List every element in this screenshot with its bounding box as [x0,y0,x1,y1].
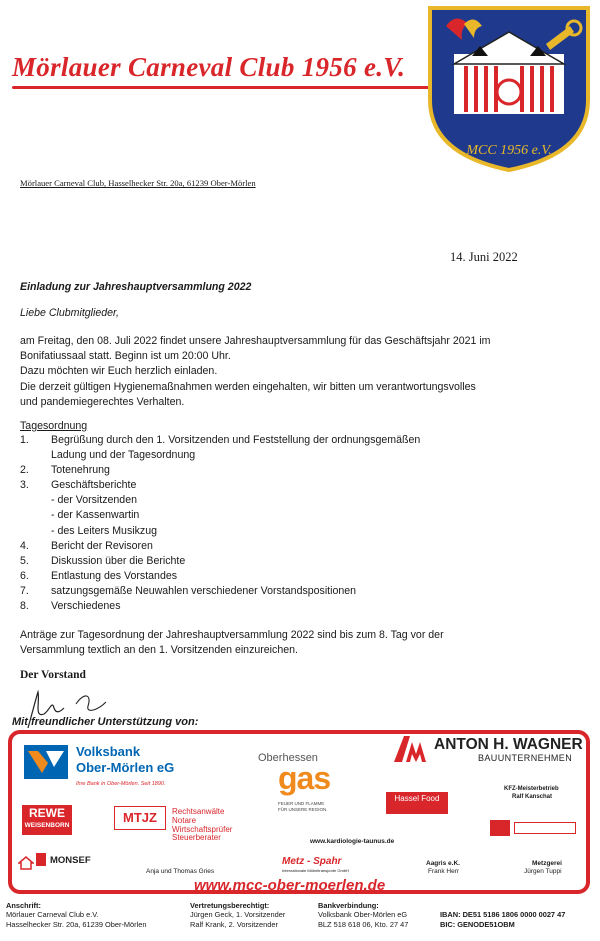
agenda-heading: Tagesordnung [20,420,88,432]
aagris-owner: Frank Herr [428,868,460,875]
gas-region: Oberhessen [258,752,318,764]
kfz-title: KFZ-Meisterbetrieb [504,786,559,792]
mtjz-logo: MTJZ [114,806,166,830]
wagner-logo-icon [392,734,428,764]
agenda-number: 6. [20,569,29,582]
wagner-name: ANTON H. WAGNER [434,736,583,753]
agenda-number: 5. [20,554,29,567]
gas-tagline [278,801,328,812]
letter-date: 14. Juni 2022 [450,250,518,264]
agenda-list [20,433,540,614]
footer-line: BLZ 518 618 06, Kto. 27 47 [318,919,409,929]
footer-bank [318,901,408,929]
monsef-mark [36,853,46,866]
footer-line: BIC: GENODE51OBM [440,919,515,929]
agenda-number [20,493,51,508]
volksbank-line: Volksbank [76,744,141,759]
rewe-location: WEISENBORN [24,822,70,829]
body-line: Die derzeit gültigen Hygienemaßnahmen werden eingehalten, wir bitten um verantwortungsvolles [20,380,476,393]
agenda-item [20,584,540,599]
agenda-number [20,448,51,463]
metz-spahr-tagline: Internationale Möbeltransporte GmbH [282,868,349,873]
body-paragraph [20,334,491,410]
return-address: Mörlauer Carneval Club, Hasselhecker Str. 20a, 61239 Ober-Mörlen [20,178,256,188]
agenda-item [20,478,540,493]
agenda-text: satzungsgemäße Neuwahlen verschiedener Vorstandspositionen [51,584,357,597]
monsef-name: MONSEF [50,855,91,866]
agenda-text: Totenehrung [51,464,110,477]
agenda-item [20,599,540,614]
agenda-text: Begrüßung durch den 1. Vorsitzenden und Feststellung der ordnungsgemäßen [51,434,421,446]
agenda-item [20,524,540,539]
wagner-subtitle: BAUUNTERNEHMEN [478,753,573,763]
crest-text: MCC 1956 e.V. [466,143,552,158]
agenda-item [20,433,540,448]
agenda-item [20,569,540,584]
metz-spahr-logo: Metz - Spahr [282,856,342,867]
aagris-name: Aagris e.K. [426,860,460,867]
footer-line: Hasselhecker Str. 20a, 61239 Ober-Mörlen [6,919,147,929]
sponsor-badge-icon [490,820,510,836]
volksbank-line: Ober-Mörlen eG [76,760,175,775]
agenda-number: 8. [20,600,29,613]
footer-line: Mörlauer Carneval Club e.V. [6,910,99,920]
hassel-food-logo: Hassel Food [386,792,448,814]
support-label: Mit freundlicher Unterstützung von: [12,716,199,728]
title-underline [12,86,432,89]
body-line: Dazu möchten wir Euch herzlich einladen. [20,365,218,378]
agenda-item [20,463,540,478]
club-crest-logo [424,4,594,174]
body-line: am Freitag, den 08. Juli 2022 findet unsere Jahreshauptversammlung für das Geschäftsjahr 2021 im [20,335,491,347]
letter-subject: Einladung zur Jahreshauptversammlung 2022 [20,281,252,293]
salutation: Liebe Clubmitglieder, [20,307,119,319]
gas-tagline-line: FEUER UND FLAMME [278,801,325,806]
footer-representatives [190,901,285,929]
house-icon [18,856,34,870]
agenda-text: - der Kassenwartin [51,509,140,522]
footer-line: Volksbank Ober-Mörlen eG [318,910,408,920]
footer-line: Jürgen Geck, 1. Vorsitzender [190,910,286,920]
metzgerei-owner: Jürgen Tuppi [524,868,562,875]
agenda-number [20,508,51,523]
volksbank-tagline: Ihre Bank in Ober-Mörlen. Seit 1890. [76,781,166,787]
agenda-text: Geschäftsberichte [51,479,137,492]
volksbank-name [76,744,174,776]
closing-line: Versammlung textlich an den 1. Vorsitzenden einzureichen. [20,644,298,657]
agenda-number: 1. [20,434,29,446]
mtjz-service: Steuerberater [172,833,221,843]
club-website-link[interactable]: www.mcc-ober-moerlen.de [194,877,386,894]
agenda-text: - der Vorsitzenden [51,494,137,507]
agenda-text: Bericht der Revisoren [51,539,153,552]
agenda-item [20,554,540,569]
gas-logo: gas [278,760,331,796]
body-line: Bonifatiussaal statt. Beginn ist um 20:00 Uhr. [20,350,231,363]
footer-label: Anschrift: [6,901,41,910]
agenda-number: 3. [20,479,29,492]
agenda-item [20,539,540,554]
footer-iban [440,901,565,929]
gas-tagline-line: FÜR UNSERE REGION. [278,806,328,812]
agenda-item [20,508,540,523]
agenda-item [20,493,540,508]
mtjz-service: Wirtschaftsprüfer [172,824,233,834]
agenda-text: - des Leiters Musikzug [51,524,157,537]
agenda-number: 7. [20,584,29,597]
agenda-number [20,524,51,539]
closing-paragraph [20,628,444,658]
footer-line: IBAN: DE51 5186 1806 0000 0027 47 [440,910,566,920]
club-title: Mörlauer Carneval Club 1956 e.V. [12,52,406,82]
agenda-item [20,448,540,463]
agenda-text: Ladung und der Tagesordnung [51,449,196,462]
mtjz-services [172,808,232,843]
footer-address [6,901,147,929]
footer-line: Ralf Krank, 2. Vorsitzender [190,919,278,929]
metzgerei-title: Metzgerei [532,860,562,867]
mtjz-service: Notare [172,815,197,825]
footer-label: Bankverbindung: [318,901,379,910]
signature-label: Der Vorstand [20,669,86,681]
agenda-text: Verschiedenes [51,600,121,613]
gries-name: Anja und Thomas Gries [146,868,215,875]
kfz-owner: Ralf Kanschat [512,794,553,800]
volksbank-logo-icon [24,745,68,779]
body-line: und pandemiegerechtes Verhalten. [20,395,185,408]
kardiologie-url: www.kardiologie-taunus.de [310,838,395,845]
mtjz-service: Rechtsanwälte [172,807,225,816]
footer-label: Vertretungsberechtigt: [190,901,270,910]
agenda-text: Diskussion über die Berichte [51,554,186,567]
agenda-text: Entlastung des Vorstandes [51,569,178,582]
sponsor-badge-frame [514,822,576,834]
rewe-logo [22,805,72,835]
rewe-name: REWE [29,806,65,820]
agenda-number: 2. [20,464,29,477]
agenda-number: 4. [20,539,29,552]
closing-line: Anträge zur Tagesordnung der Jahreshauptversammlung 2022 sind bis zum 8. Tag vor der [20,629,444,641]
